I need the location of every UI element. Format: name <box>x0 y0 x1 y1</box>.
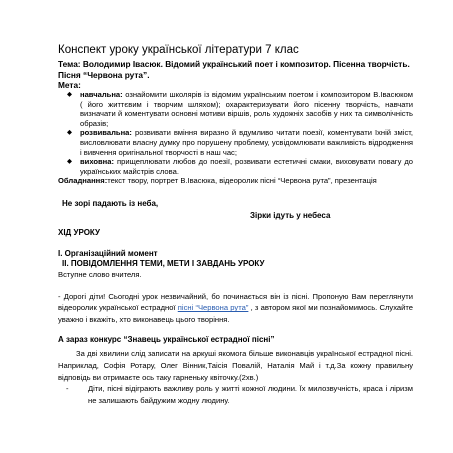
goal-text: прищеплювати любов до поезії, розвивати естетичні смаки, виховувати повагу до українських майстрів слова. <box>80 157 413 176</box>
lesson-theme: Тема: Володимир Івасюк. Відомий український поет і композитор. Пісенна творчість. Пісня “Червона рута”. <box>58 59 410 80</box>
paragraph-1 <box>58 291 413 326</box>
paragraph-2: За дві хвилини слід записати на аркуші якомога більше виконавців української естрадної пісні. Наприклад, Софія Ротару, Олег Вінник,Таісія Повалій, Наталія Май і т.д.За кожну правильну відповідь ви отримаєте ось таку гарненьку квіточку.(2хв.) <box>58 349 413 382</box>
section-2-heading: ІІ. ПОВІДОМЛЕННЯ ТЕМИ, МЕТИ І ЗАВДАНЬ УРОКУ <box>62 258 265 268</box>
paragraph-1-end: , з автором якої ми познайомимось. Слухайте уважно і вкажіть, хто виконавець цього творіння. <box>58 303 414 324</box>
paragraph-3 <box>58 383 413 406</box>
goal-text: розвивати вміння виразно й вдумливо читати поезії, коментувати їхній зміст, висловлювати власну думку про порушену проблему, усвідомлювати важливість відродження і вивчення оригінальної творчості в наш час; <box>80 128 413 157</box>
contest-heading: А зараз конкурс “Знавець української естрадної пісні” <box>58 335 275 345</box>
goal-item <box>80 157 413 176</box>
intro-text: Вступне слово вчителя. <box>58 269 142 279</box>
goal-label: розвивальна: <box>80 128 132 138</box>
section-1-heading: І. Організаційний момент <box>58 248 158 258</box>
goal-label: виховна: <box>80 157 115 167</box>
paragraph-3-text: Діти, пісні відіграють важливу роль у житті кожної людини. Їх милозвучність, краса і ліризм не залишають байдужим жодну людину. <box>88 384 413 405</box>
equipment-text: текст твору, портрет В.Івасюка, відеоролик пісні “Червона рута”, презентація <box>107 176 377 186</box>
epigraph-line-2: Зірки ідуть у небеса <box>250 210 331 220</box>
epigraph <box>58 198 413 222</box>
dash-mark: - <box>66 384 69 394</box>
goal-item <box>80 128 413 157</box>
document-title: Конспект уроку української літератури 7 клас <box>58 44 299 56</box>
goals-list <box>58 90 413 176</box>
paragraph-1-start: - Дорогі діти! Сьогодні урок незвичайний, бо починається він із пісні. Пропоную Вам переглянути відеоролик української естрадної <box>58 291 413 313</box>
goal-text: ознайомити школярів із відомим українським поетом і композитором В.Івасюком ( його життєвим і творчим шляхом); охарактеризувати його пісенну творчість, навчати визначати й коментувати основні мотиви віршів, роль художніх засобів у них та символічність образів; <box>80 90 413 128</box>
goal-item <box>80 90 413 128</box>
epigraph-line-1: Не зорі падають із неба, <box>62 198 159 208</box>
song-link[interactable]: пісні “Червона рута” <box>177 303 249 313</box>
equipment-label: Обладнання: <box>58 176 108 186</box>
goal-label: навчальна: <box>80 90 123 99</box>
goals-label: Мета: <box>58 80 81 90</box>
course-heading: ХІД УРОКУ <box>58 227 100 237</box>
equipment <box>58 176 413 186</box>
